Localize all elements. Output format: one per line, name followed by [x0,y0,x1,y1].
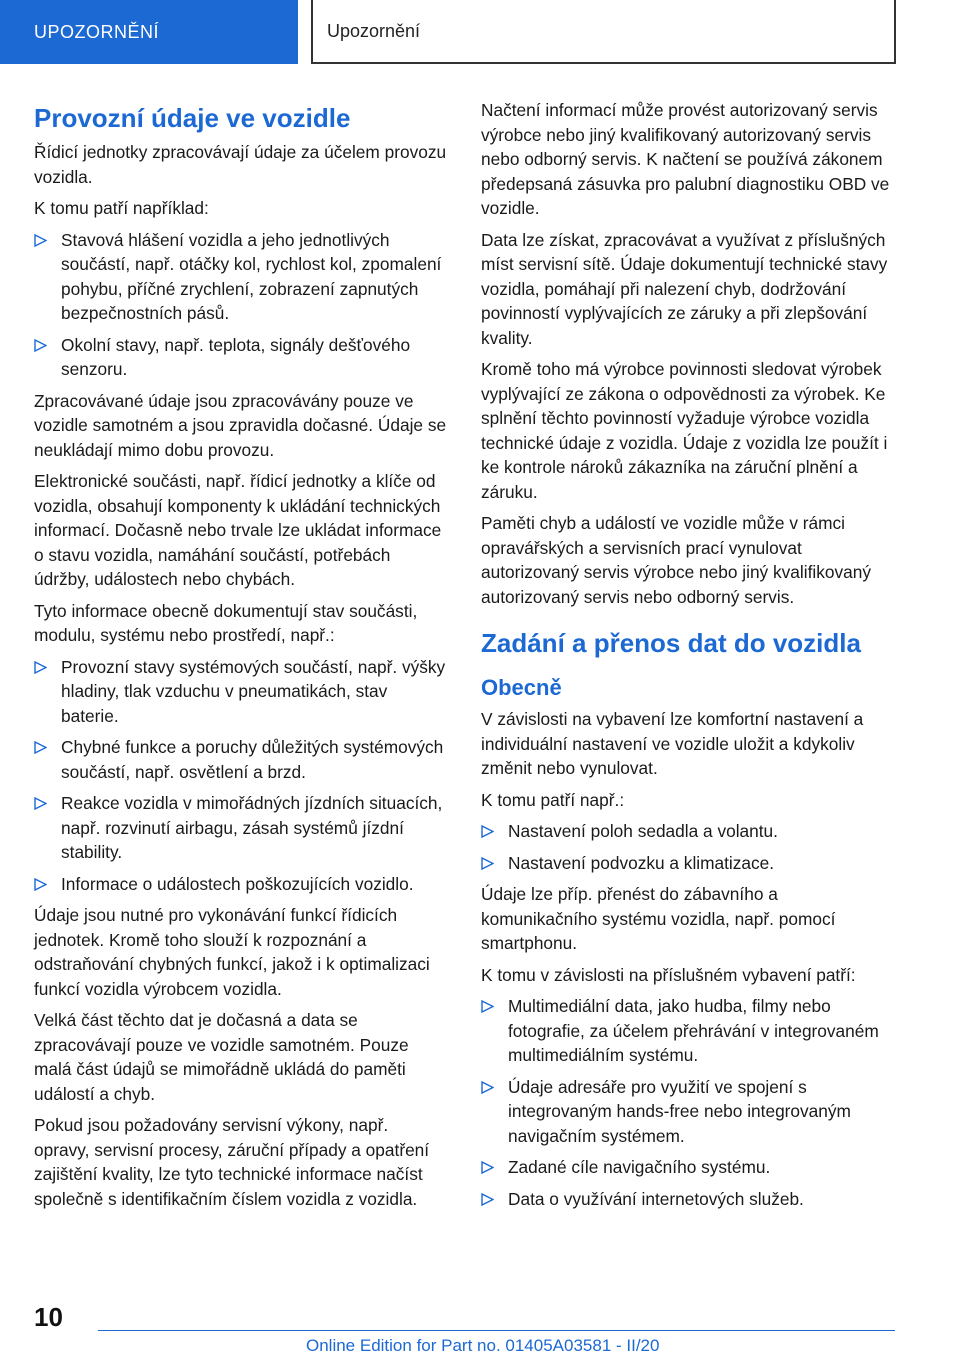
list-item [34,872,448,897]
chapter-tab-label: UPOZORNĚNÍ [34,21,160,42]
triangle-bullet-icon [34,878,47,891]
paragraph: Údaje jsou nutné pro vykonávání funkcí řídicích jednotek. Kromě toho slouží k rozpoznání a odstraňování chybných funkcí, jakož i k optimalizaci funkcí vozidla výrobcem vozidla. [34,905,430,999]
page-number: 10 [34,1302,63,1332]
triangle-bullet-icon [34,339,47,352]
paragraph: Pokud jsou požadovány servisní výkony, např. opravy, servisní procesy, záruční případy a opatření zajištění kvality, lze tyto technické informace načíst společně s identifikačním číslem vozidla z vozidla. [34,1115,430,1209]
left-column [34,100,448,1218]
bullet-list [34,228,448,382]
triangle-bullet-icon [481,1081,494,1094]
section-header [311,0,896,64]
list-item [34,333,448,382]
list-item [481,851,897,876]
triangle-bullet-icon [481,1193,494,1206]
bullet-list [481,819,897,875]
list-item [481,994,897,1068]
paragraph: Data lze získat, zpracovávat a využívat z příslušných míst servisní sítě. Údaje dokumentují technické stavy vozidla, pomáhají při nalezení chyb, dodržování povinností vyplývajících ze záruky a při zlepšování kvality. [481,229,888,348]
list-item [481,819,897,844]
paragraph: K tomu patří např.: [481,789,625,810]
footer-edition-text: Online Edition for Part no. 01405A03581 - II/20 [306,1336,660,1355]
triangle-bullet-icon [481,1161,494,1174]
list-item-text: Údaje adresáře pro využití ve spojení s integrovaným hands-free nebo integrovaným navigačním systémem. [508,1076,851,1146]
list-item-text: Provozní stavy systémových součástí, např. výšky hladiny, tlak vzduchu v pneumatikách, stav baterie. [61,656,446,726]
triangle-bullet-icon [481,857,494,870]
paragraph: K tomu v závislosti na příslušném vybavení patří: [481,964,856,985]
list-item-text: Okolní stavy, např. teplota, signály dešťového senzoru. [61,334,411,379]
bullet-list [34,655,448,897]
right-column [481,98,897,1218]
triangle-bullet-icon [481,1000,494,1013]
paragraph: Zpracovávané údaje jsou zpracovávány pouze ve vozidle samotném a jsou zpravidla dočasné. Údaje se neukládají mimo dobu provozu. [34,390,447,460]
paragraph: Tyto informace obecně dokumentují stav součásti, modulu, systému nebo prostředí, např.: [34,600,418,645]
subheading-general: Obecně [481,675,562,700]
list-item [481,1187,897,1212]
list-item-text: Nastavení poloh sedadla a volantu. [508,821,778,841]
list-item-text: Zadané cíle navigačního systému. [508,1157,771,1177]
list-item-text: Nastavení podvozku a klimatizace. [508,852,775,873]
list-item [34,791,448,865]
list-item-text: Multimediální data, jako hudba, filmy nebo fotografie, za účelem přehrávání v integrovaném multimediálním systému. [508,996,879,1065]
list-item [481,1155,897,1180]
triangle-bullet-icon [34,234,47,247]
paragraph: Načtení informací může provést autorizovaný servis výrobce nebo jiný kvalifikovaný autorizovaný servis nebo odborný servis. K načtení se používá zákonem předepsaná zásuvka pro palubní diagnostiku OBD ve vozidle. [481,100,890,218]
list-item [481,1075,897,1149]
paragraph: Elektronické součásti, např. řídicí jednotky a klíče od vozidla, obsahují komponenty k ukládání technických informací. Dočasně nebo trvale lze ukládat informace o stavu vozidla, namáhání součástí, potřebách údržby, událostech nebo chybách. [34,471,442,589]
paragraph: K tomu patří například: [34,198,209,218]
paragraph: Údaje lze příp. přenést do zábavního a komunikačního systému vozidla, např. pomocí smartphonu. [481,884,836,953]
section-title: Upozornění [327,20,421,41]
paragraph: Řídicí jednotky zpracovávají údaje za účelem provozu vozidla. [34,142,447,187]
paragraph: Velká část těchto dat je dočasná a data se zpracovávají pouze ve vozidle samotném. Pouze malá část údajů se mimořádně ukládá do paměti událostí a chyb. [34,1010,409,1104]
paragraph: Paměti chyb a událostí ve vozidle může v rámci opravářských a servisních prací vynulovat autorizovaný servis výrobce nebo jiný kvalifikovaný autorizovaný servis nebo odborný servis. [481,513,871,607]
list-item-text: Stavová hlášení vozidla a jeho jednotlivých součástí, např. otáčky kol, rychlost kol, zpomalení pohybu, příčné zrychlení, zobrazení zapnutých bezpečnostních pásů. [61,229,442,323]
list-item [34,228,448,326]
paragraph: Kromě toho má výrobce povinnosti sledovat výrobek vyplývající ze zákona o odpovědnosti za výrobek. Ke splnění těchto povinností vyžaduje výrobce vozidla technické údaje z vozidla. Údaje z vozidla lze použít i ke kontrole nároků zákazníka na záruční plnění a záruku. [481,359,888,502]
list-item [34,655,448,729]
list-item [34,735,448,784]
triangle-bullet-icon [34,661,47,674]
footer-divider [98,1330,895,1331]
paragraph: V závislosti na vybavení lze komfortní nastavení a individuální nastavení ve vozidle uložit a kdykoliv změnit nebo vynulovat. [481,709,864,778]
list-item-text: Reakce vozidla v mimořádných jízdních situacích, např. rozvinutí airbagu, zásah systémů jízdní stability. [61,793,443,862]
list-item-text: Informace o událostech poškozujících vozidlo. [61,873,414,894]
triangle-bullet-icon [34,797,47,810]
list-item-text: Chybné funkce a poruchy důležitých systémových součástí, např. osvětlení a brzd. [61,737,444,782]
bullet-list [481,994,897,1211]
chapter-tab [0,0,298,64]
triangle-bullet-icon [34,741,47,754]
list-item-text: Data o využívání internetových služeb. [508,1188,804,1209]
heading-data-input-transfer: Zadání a přenos dat do vozidla [481,628,861,658]
heading-operating-data: Provozní údaje ve vozidle [34,103,351,133]
triangle-bullet-icon [481,825,494,838]
